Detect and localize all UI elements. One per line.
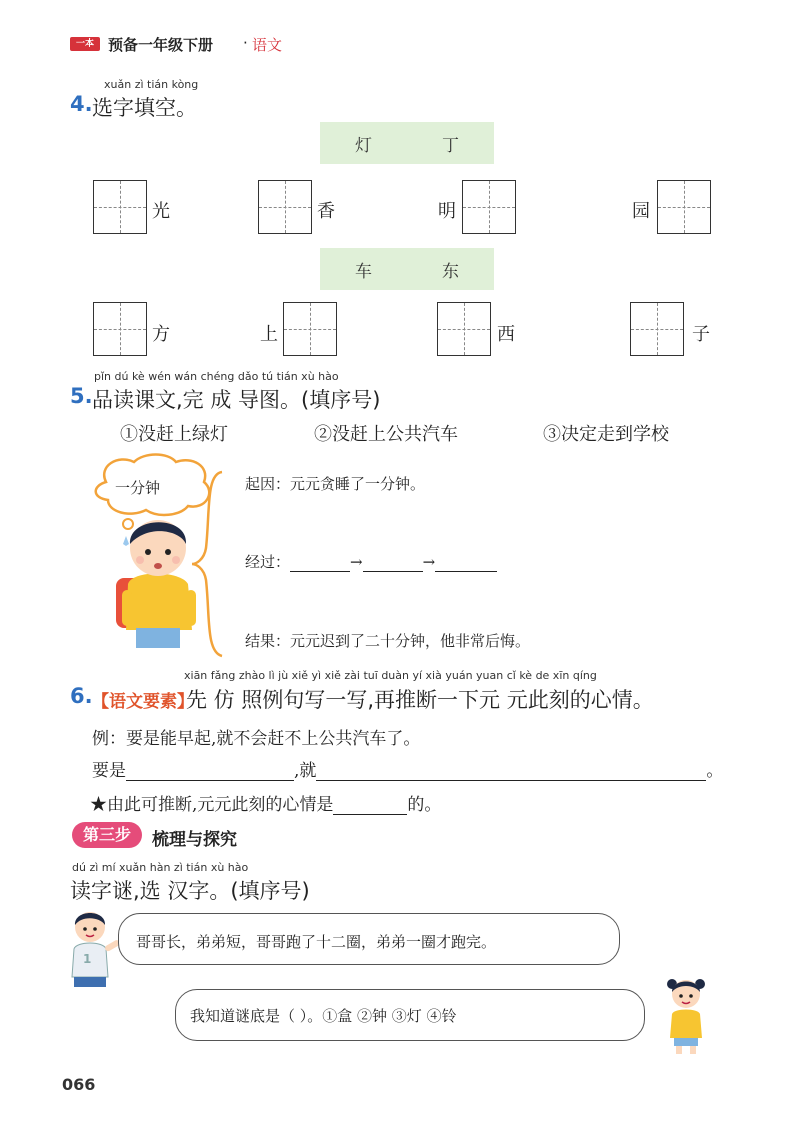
arrow: → (350, 553, 363, 571)
girl-speech-text[interactable]: 我知道谜底是（ ）。①盒 ②钟 ③灯 ④铃 (190, 1007, 457, 1025)
option-char: 东 (442, 261, 459, 282)
word-char: 子 (692, 324, 710, 345)
word-char: 光 (152, 201, 170, 222)
option-char: 丁 (442, 135, 459, 156)
word-char: 香 (317, 201, 335, 222)
q6-fill-line (92, 756, 723, 781)
writing-box[interactable] (630, 302, 684, 356)
q5-pinyin: pǐn dú kè wén wán chéng dǎo tú tián xù hào (94, 370, 339, 383)
q6-example: 例：要是能早起,就不会赶不上公共汽车了。 (92, 729, 421, 749)
q6-pinyin: xiān fǎng zhào lì jù xiě yì xiě zài tuī duàn yí xià yuán yuan cǐ kè de xīn qíng (184, 669, 597, 682)
book-title: 预备一年级下册 (108, 36, 214, 54)
boy-thinking-illustration (88, 452, 238, 662)
shirt-number: 1 (83, 952, 92, 966)
mood-blank[interactable] (333, 814, 407, 815)
process-blank-3[interactable] (435, 571, 497, 572)
section-title: 梳理与探究 (152, 830, 237, 850)
line-end: 。 (706, 761, 724, 781)
word-char: 明 (438, 201, 456, 222)
word-char: 园 (632, 201, 650, 222)
word-char: 方 (152, 324, 170, 345)
arrow: → (422, 553, 436, 571)
riddle-pinyin: dú zì mí xuǎn hàn zì tián xù hào (72, 861, 249, 874)
q4-options-bar-2 (320, 248, 494, 290)
page-number: 066 (62, 1075, 96, 1094)
fill-blank-2[interactable] (316, 780, 706, 781)
writing-box[interactable] (93, 302, 147, 356)
writing-box[interactable] (283, 302, 337, 356)
process-label: 经过： (245, 553, 291, 571)
q6-tag: 【语文要素】 (92, 692, 194, 712)
writing-box[interactable] (258, 180, 312, 234)
story-result: 结果：元元迟到了二十分钟，他非常后悔。 (245, 632, 531, 650)
q4-pinyin: xuǎn zì tián kòng (104, 78, 199, 91)
riddle-title: 读字谜,选 汉字。(填序号) (70, 879, 310, 903)
q4-number: 4. (70, 92, 93, 116)
word-char: 西 (497, 324, 515, 345)
star-icon: ★ (90, 795, 107, 815)
inference-text: 由此可推断,元元此刻的心情是 (107, 795, 334, 815)
option-char: 车 (355, 261, 372, 282)
process-blank-2[interactable] (363, 571, 423, 572)
q4-options-bar-1 (320, 122, 494, 164)
writing-box[interactable] (437, 302, 491, 356)
q5-option-3: ③决定走到学校 (543, 424, 669, 445)
line-mid: ,就 (294, 761, 317, 781)
line-start: 要是 (92, 761, 126, 781)
q5-title: 品读课文,完 成 导图。(填序号) (92, 388, 381, 412)
publisher-logo: 一本 (70, 37, 100, 51)
q6-inference-line (90, 790, 441, 815)
q4-title: 选字填空。 (92, 96, 197, 120)
story-cause: 起因：元元贪睡了一分钟。 (245, 475, 426, 493)
option-char: 灯 (355, 135, 372, 156)
boy-icon (62, 905, 122, 995)
thought-text: 一分钟 (115, 479, 161, 497)
fill-blank-1[interactable] (126, 780, 294, 781)
girl-icon (658, 972, 714, 1056)
subject-label: 语文 (252, 36, 283, 54)
inference-end: 的。 (407, 795, 442, 815)
header-separator: · (243, 34, 248, 52)
writing-box[interactable] (93, 180, 147, 234)
q6-number: 6. (70, 684, 93, 708)
writing-box[interactable] (657, 180, 711, 234)
boy-speech-text: 哥哥长，弟弟短，哥哥跑了十二圈，弟弟一圈才跑完。 (136, 933, 497, 951)
process-blank-1[interactable] (290, 571, 350, 572)
q6-title: 先 仿 照例句写一写,再推断一下元 元此刻的心情。 (186, 688, 654, 712)
word-char: 上 (260, 324, 278, 345)
writing-box[interactable] (462, 180, 516, 234)
q5-option-2: ②没赶上公共汽车 (314, 424, 458, 445)
q5-option-1: ①没赶上绿灯 (120, 424, 228, 445)
story-process (245, 551, 497, 572)
section-badge: 第三步 (72, 822, 142, 848)
q5-number: 5. (70, 384, 93, 408)
